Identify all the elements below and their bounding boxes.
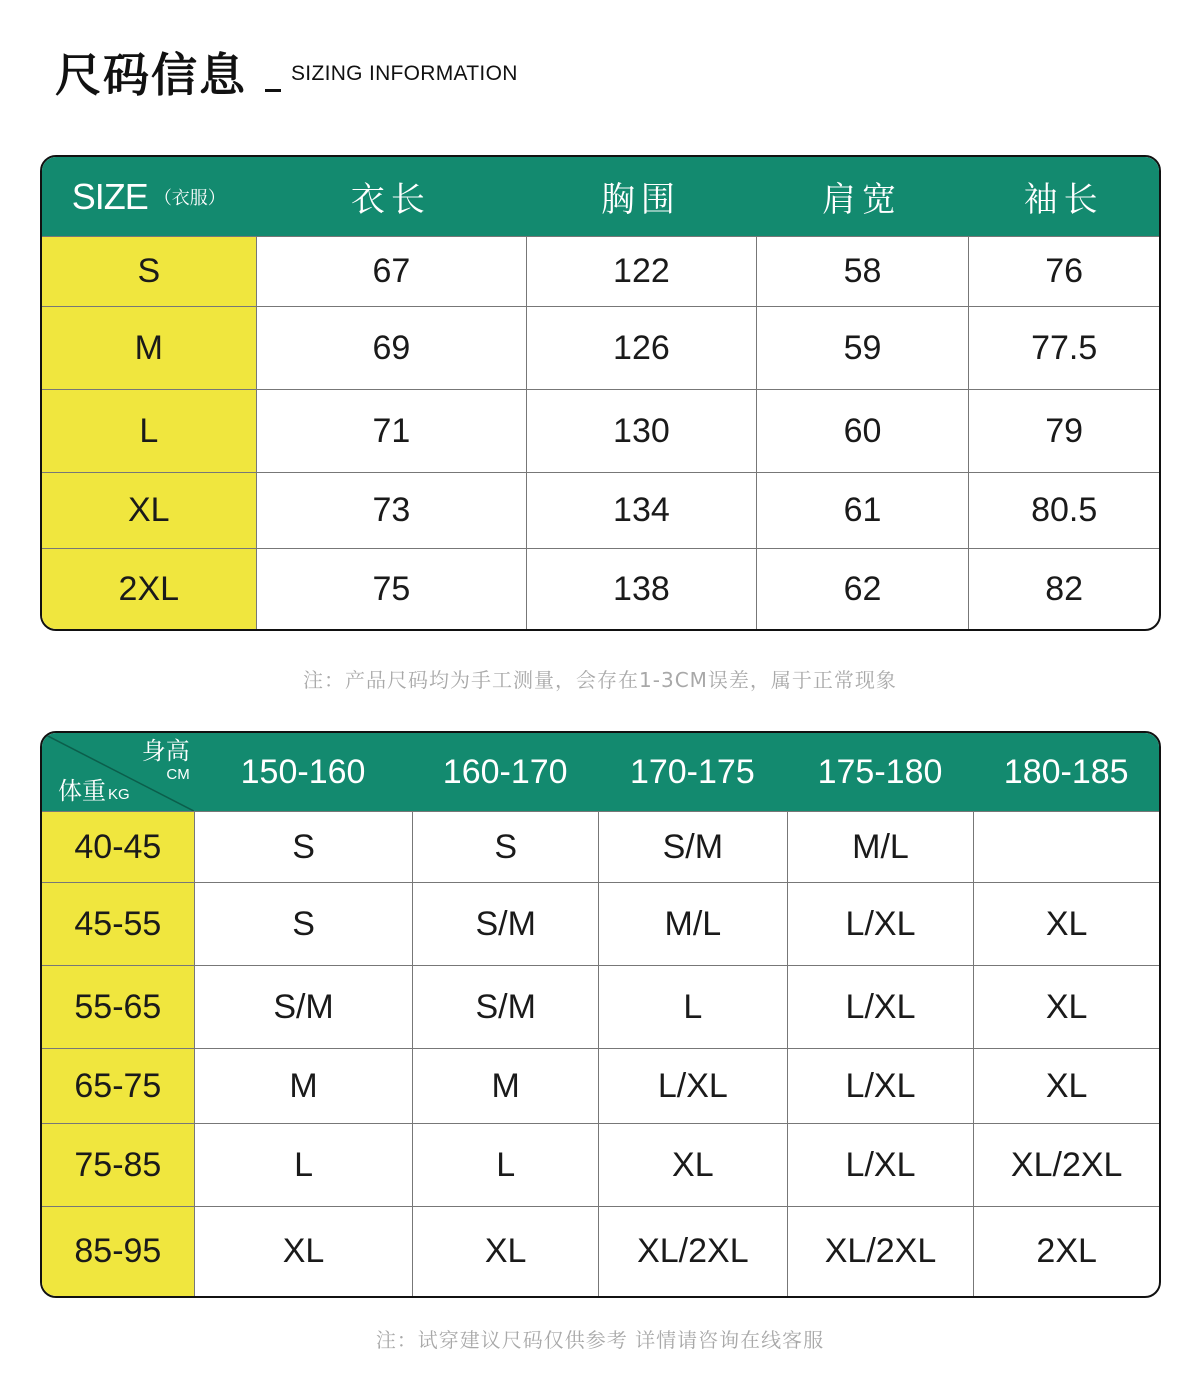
table-cell: 130 xyxy=(526,390,756,472)
table-cell: L xyxy=(194,1124,413,1206)
table-row xyxy=(42,389,1159,472)
table-cell: 59 xyxy=(756,307,969,389)
size-label: M xyxy=(42,307,256,389)
table-row xyxy=(42,882,1159,965)
weight-unit: KG xyxy=(108,786,130,803)
weight-label-cell: 85-95 xyxy=(42,1207,194,1296)
table-cell: XL/2XL xyxy=(598,1207,787,1296)
page-title xyxy=(55,38,518,102)
table-cell: 77.5 xyxy=(968,307,1159,389)
table-cell: M/L xyxy=(598,883,787,965)
table-cell: L/XL xyxy=(598,1049,787,1123)
table-cell: 126 xyxy=(526,307,756,389)
height-column-header: 150-160 xyxy=(240,752,366,791)
size-column-header xyxy=(42,157,256,236)
table-row xyxy=(42,1048,1159,1123)
table-row xyxy=(42,306,1159,389)
table-cell: 2XL xyxy=(973,1207,1159,1296)
table-cell: L/XL xyxy=(787,883,974,965)
height-column-header: 170-175 xyxy=(629,752,755,791)
table-cell: S xyxy=(194,883,413,965)
weight-label-cell: 55-65 xyxy=(42,966,194,1048)
weight-label-cell: 65-75 xyxy=(42,1049,194,1123)
column-header-shoulder: 肩宽 xyxy=(822,180,903,220)
table-cell: 69 xyxy=(256,307,527,389)
table-cell: XL xyxy=(973,883,1159,965)
title-chinese: 尺码信息 xyxy=(55,48,247,102)
size-header-sub: （衣服） xyxy=(153,187,226,209)
table-cell: M xyxy=(412,1049,598,1123)
table-row xyxy=(42,965,1159,1048)
column-header-chest: 胸围 xyxy=(600,180,681,220)
table-cell: 138 xyxy=(526,549,756,629)
table-row xyxy=(42,811,1159,882)
table-cell: S/M xyxy=(412,966,598,1048)
table-cell: 75 xyxy=(256,549,527,629)
table-cell: S xyxy=(194,812,413,882)
table-cell: XL/2XL xyxy=(973,1124,1159,1206)
column-header-length: 衣长 xyxy=(350,180,431,220)
table-cell: L/XL xyxy=(787,966,974,1048)
table-row xyxy=(42,1206,1159,1296)
weight-label-cell: 45-55 xyxy=(42,883,194,965)
table-cell: S/M xyxy=(412,883,598,965)
table-cell: S xyxy=(412,812,598,882)
fit-guide-table xyxy=(40,731,1161,1298)
fit-table-header xyxy=(42,733,1159,811)
column-header-sleeve: 袖长 xyxy=(1023,180,1104,220)
table-cell: 62 xyxy=(756,549,969,629)
table-cell: 61 xyxy=(756,473,969,548)
table-cell: S/M xyxy=(598,812,787,882)
title-english: SIZING INFORMATION xyxy=(291,62,518,85)
table-cell xyxy=(973,812,1159,882)
table-cell: XL xyxy=(412,1207,598,1296)
table-cell: L/XL xyxy=(787,1124,974,1206)
table-cell: 80.5 xyxy=(968,473,1159,548)
table-cell: 67 xyxy=(256,237,527,306)
table-cell: 79 xyxy=(968,390,1159,472)
table-row xyxy=(42,548,1159,629)
size-label: XL xyxy=(42,473,256,548)
table-row xyxy=(42,236,1159,306)
measurement-note: 注：产品尺码均为手工测量，会存在1-3CM误差，属于正常现象 xyxy=(303,668,897,692)
title-separator xyxy=(265,89,281,92)
height-label: 身高 xyxy=(141,737,190,765)
table-row xyxy=(42,1123,1159,1206)
table-cell: M xyxy=(194,1049,413,1123)
fit-guide-note: 注：试穿建议尺码仅供参考 详情请咨询在线客服 xyxy=(375,1328,825,1352)
table-cell: L xyxy=(412,1124,598,1206)
table-cell: 71 xyxy=(256,390,527,472)
table-cell: 76 xyxy=(968,237,1159,306)
table-cell: 82 xyxy=(968,549,1159,629)
table-cell: 134 xyxy=(526,473,756,548)
table-cell: 58 xyxy=(756,237,969,306)
table-row xyxy=(42,472,1159,548)
table-cell: XL xyxy=(973,966,1159,1048)
weight-label-cell: 40-45 xyxy=(42,812,194,882)
weight-label: 体重 xyxy=(58,777,106,805)
table-cell: S/M xyxy=(194,966,413,1048)
size-label: 2XL xyxy=(42,549,256,629)
table-cell: XL xyxy=(598,1124,787,1206)
size-header-label: SIZE xyxy=(71,175,148,217)
size-measurement-table xyxy=(40,155,1161,631)
table-cell: XL/2XL xyxy=(787,1207,974,1296)
size-label: L xyxy=(42,390,256,472)
size-label: S xyxy=(42,237,256,306)
weight-label-cell: 75-85 xyxy=(42,1124,194,1206)
height-unit: CM xyxy=(166,766,190,783)
table-cell: L/XL xyxy=(787,1049,974,1123)
table-cell: 122 xyxy=(526,237,756,306)
table-cell: L xyxy=(598,966,787,1048)
height-column-header: 175-180 xyxy=(817,752,943,791)
table-cell: XL xyxy=(973,1049,1159,1123)
corner-header xyxy=(42,733,194,811)
table-cell: 73 xyxy=(256,473,527,548)
size-table-header xyxy=(42,157,1159,236)
height-axis-label xyxy=(142,739,190,782)
weight-axis-label xyxy=(58,779,130,803)
table-cell: 60 xyxy=(756,390,969,472)
height-column-header: 180-185 xyxy=(1003,752,1129,791)
height-column-header: 160-170 xyxy=(442,752,568,791)
table-cell: XL xyxy=(194,1207,413,1296)
table-cell: M/L xyxy=(787,812,974,882)
